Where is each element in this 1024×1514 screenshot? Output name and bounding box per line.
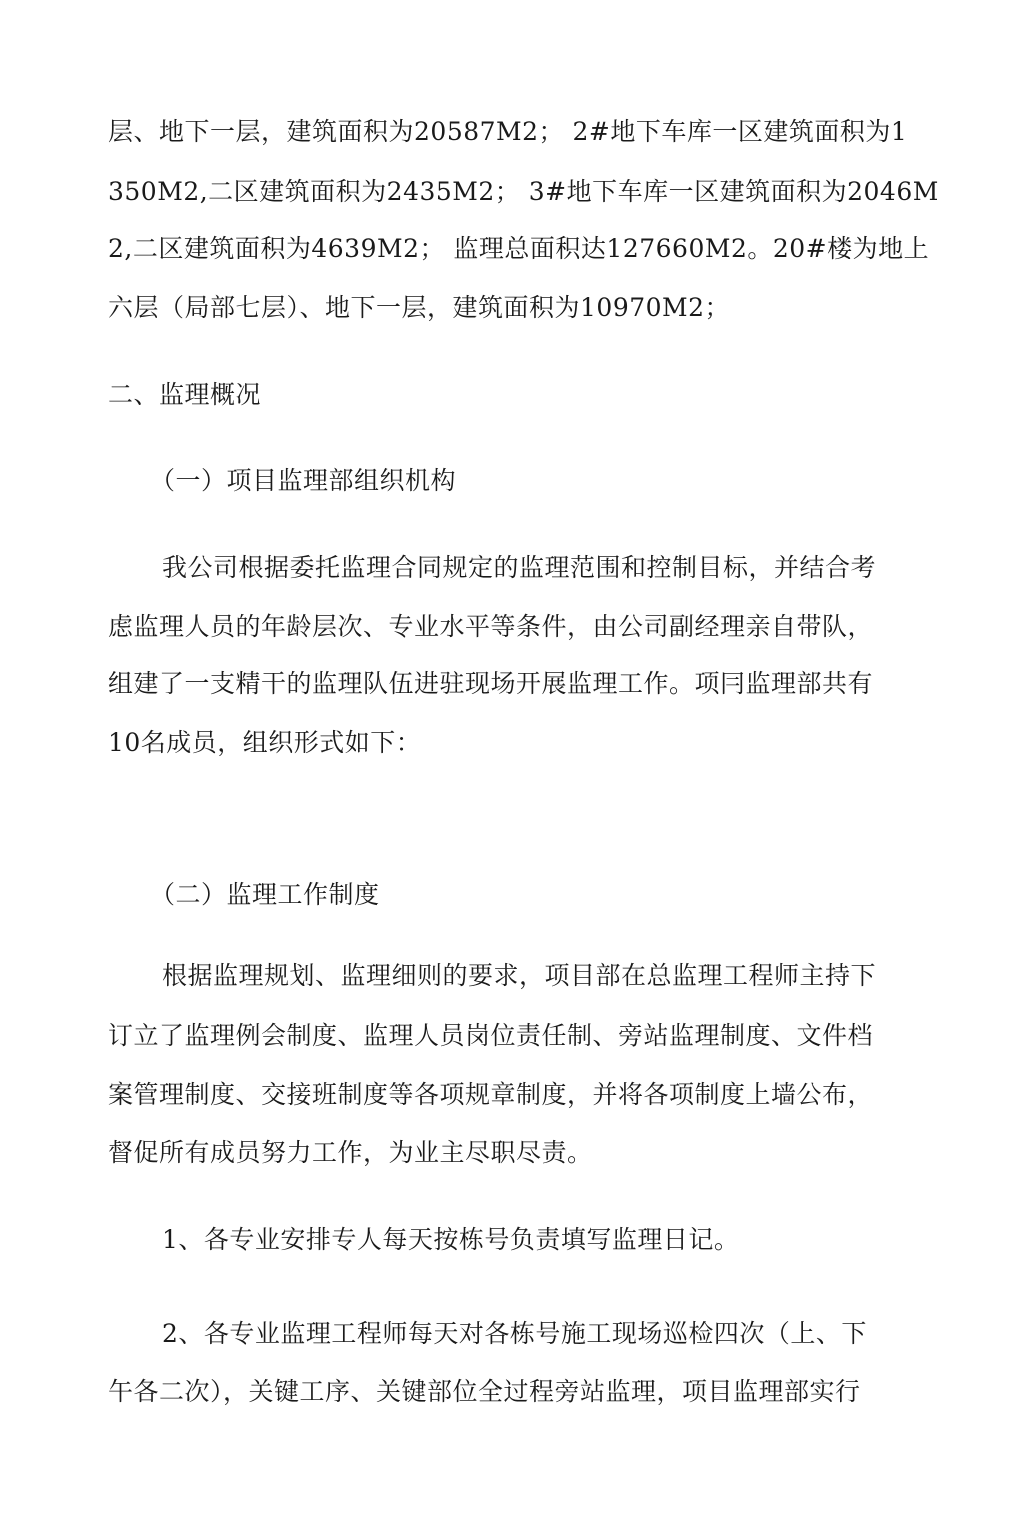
sub2-line-4: 督促所有成员努力工作，为业主尽职尽责。 <box>108 1138 593 1167</box>
para1-line-1: 层、地下一层，建筑面积为20587M2； 2#地下车库一区建筑面积为1 <box>108 117 908 146</box>
sub1-line-3: 组建了一支精干的监理队伍进驻现场开展监理工作。项冃监理部共有 <box>108 669 874 698</box>
list-item-2-line-1: 2、各专业监理工程师每天对各栋号施工现场巡检四次（上、下 <box>162 1319 867 1348</box>
para1-line-2: 350M2,二区建筑面积为2435M2； 3#地下车库一区建筑面积为2046M <box>108 177 939 206</box>
sub1-line-1: 我公司根据委托监理合同规定的监理范围和控制目标，并结合考 <box>162 553 877 582</box>
sub1-line-2: 虑监理人员的年龄层次、专业水平等条件，由公司副经理亲自带队， <box>108 612 874 641</box>
sub2-line-2: 订立了监理例会制度、监理人员岗位责任制、旁站监理制度、文件档 <box>108 1021 874 1050</box>
section-heading-overview: 二、监理概况 <box>108 380 262 409</box>
subsection-heading-work-system: （二）监理工作制度 <box>150 880 380 909</box>
para1-line-4: 六层（局部七层）、地下一层，建筑面积为10970M2； <box>108 293 731 322</box>
sub2-line-3: 案管理制度、交接班制度等各项规章制度，并将各项制度上墙公布， <box>108 1080 874 1109</box>
sub1-line-4: 10名成员，组织形式如下： <box>108 728 422 757</box>
subsection-heading-organization: （一）项目监理部组织机构 <box>150 466 457 495</box>
para1-line-3: 2,二区建筑面积为4639M2； 监理总面积达127660M2。20#楼为地上 <box>108 234 930 263</box>
list-item-2-line-2: 午各二次），关键工序、关键部位全过程旁站监理，项目监理部实行 <box>108 1377 861 1406</box>
list-item-1: 1、各专业安排专人每天按栋号负责填写监理日记。 <box>162 1225 740 1254</box>
sub2-line-1: 根据监理规划、监理细则的要求，项目部在总监理工程师主持下 <box>162 961 877 990</box>
